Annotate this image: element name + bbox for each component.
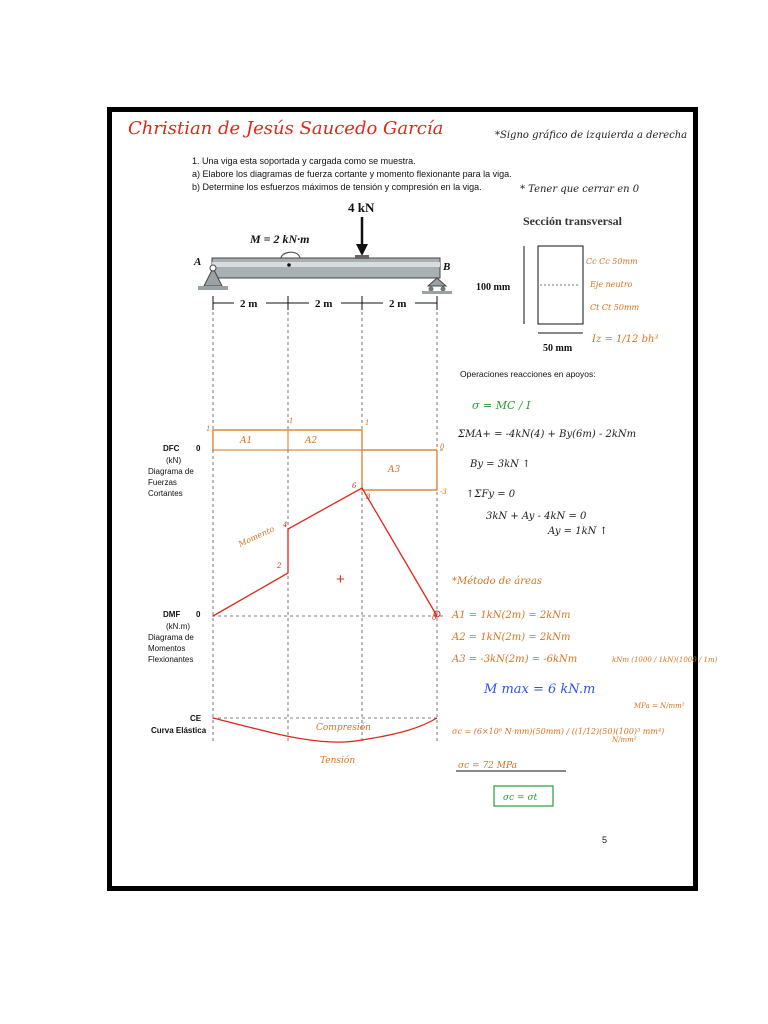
- span-3-label: 2 m: [389, 298, 407, 310]
- mmax: M max = 6 kN.m: [484, 682, 596, 697]
- dmf-note: Momento: [237, 524, 276, 549]
- dfc-desc-1: Diagrama de: [148, 467, 194, 476]
- mpa-note: MPa = N/mm²: [634, 702, 685, 710]
- support-a-pin-icon: [210, 265, 216, 271]
- load-plate: [355, 255, 369, 259]
- dmf-value: 3: [366, 493, 371, 501]
- operations-line: Ay = 1kN ↑: [548, 526, 608, 537]
- support-b-roller-icon: [441, 287, 446, 292]
- dfc-value: -3: [440, 488, 447, 496]
- problem-line-2: a) Elabore los diagramas de fuerza cortante y momento flexionante para la viga.: [192, 169, 512, 179]
- side-note-1: *Signo gráfico de izquierda a derecha: [495, 130, 688, 141]
- operations: [457, 369, 636, 537]
- moment-point: [287, 263, 291, 267]
- stress-formula: σc = (6×10⁶ N·mm)(50mm) / ((1/12)(50)(100)³ mm⁴): [452, 727, 665, 736]
- support-a-label: A: [194, 256, 202, 268]
- section-note-ct: Ct Ct 50mm: [590, 303, 640, 312]
- ce-tension: Tensión: [320, 756, 356, 766]
- dmf-desc-1: Diagrama de: [148, 633, 194, 642]
- dfc-zero: 0: [196, 444, 201, 453]
- span-1-label: 2 m: [240, 298, 258, 310]
- stress-result: σc = 72 MPa: [458, 761, 517, 771]
- areas-line: A2 = 1kN(2m) = 2kNm: [452, 632, 571, 643]
- page-number: 5: [602, 835, 608, 845]
- dfc-desc-2: Fuerzas: [148, 478, 177, 487]
- stress-unit: N/mm²: [612, 736, 637, 744]
- operations-line: σ = MC / I: [472, 399, 531, 412]
- stress-calc: [452, 727, 664, 806]
- section-height-label: 100 mm: [476, 282, 511, 293]
- dmf-zero: 0: [196, 610, 201, 619]
- dfc-area-a2: A2: [305, 436, 318, 446]
- author-name: Christian de Jesús Saucedo García: [128, 118, 444, 139]
- operations-line: ΣMA+ = -4kN(4) + By(6m) - 2kNm: [458, 429, 637, 440]
- shear-diagram: [148, 417, 447, 498]
- dmf-sign: +: [336, 571, 345, 588]
- section-note-cc: Cc Cc 50mm: [586, 257, 638, 266]
- beam-figure: [193, 200, 452, 742]
- side-note-2: * Tener que cerrar en 0: [520, 184, 640, 195]
- support-b-icon: [428, 278, 446, 286]
- cross-section: [476, 214, 658, 354]
- dmf-value: 6: [352, 482, 357, 490]
- conversion: kNm (1000 / 1kN)(1000 / 1m): [612, 656, 718, 664]
- point-load-label: 4 kN: [348, 200, 375, 215]
- dfc-label: DFC: [163, 444, 180, 453]
- dmf-value: 0: [432, 614, 437, 622]
- support-b-ground: [422, 291, 452, 294]
- dfc-value: 0: [440, 443, 445, 451]
- elastic-curve: [151, 714, 440, 766]
- dfc-value: 1: [365, 419, 370, 427]
- ce-desc: Curva Elástica: [151, 726, 207, 735]
- support-b-roller-icon: [429, 287, 434, 292]
- dmf-unit: (kN.m): [166, 622, 190, 631]
- support-b-label: B: [443, 261, 451, 273]
- section-note-axis: Eje neutro: [590, 280, 633, 289]
- operations-line: 3kN + Ay - 4kN = 0: [486, 511, 587, 522]
- dmf-desc-3: Flexionantes: [148, 655, 194, 664]
- areas-line: A1 = 1kN(2m) = 2kNm: [452, 610, 571, 621]
- ce-compression: Compresión: [316, 723, 371, 733]
- moment-label: M = 2 kN·m: [250, 232, 310, 246]
- section-title: Sección transversal: [523, 214, 622, 228]
- dfc-value: 1: [206, 425, 211, 433]
- dmf-value: 4: [283, 521, 288, 529]
- dfc-area-a1: A1: [240, 436, 253, 446]
- dfc-area-a3: A3: [388, 465, 401, 475]
- section-width-label: 50 mm: [543, 343, 573, 354]
- beam-highlight: [212, 262, 440, 267]
- dmf-curve: [213, 488, 437, 616]
- areas-line: A3 = -3kN(2m) = -6kNm: [452, 654, 578, 665]
- problem-line-3: b) Determine los esfuerzos máximos de tensión y compresión en la viga.: [192, 182, 482, 192]
- dfc-desc-3: Cortantes: [148, 489, 183, 498]
- operations-line: By = 3kN ↑: [470, 459, 531, 470]
- span-2-label: 2 m: [315, 298, 333, 310]
- dmf-desc-2: Momentos: [148, 644, 186, 653]
- moment-diagram: [148, 482, 445, 664]
- stress-boxed: σc = σt: [503, 793, 538, 803]
- areas-title: *Método de áreas: [452, 576, 543, 587]
- beam-body: [212, 258, 440, 278]
- area-method: [451, 576, 718, 710]
- ce-label: CE: [190, 714, 202, 723]
- operations-line: ↑ΣFy = 0: [466, 489, 516, 500]
- dmf-value: 2: [277, 562, 282, 570]
- dfc-value: 1: [289, 417, 294, 425]
- support-a-ground: [198, 286, 228, 290]
- dmf-label: DMF: [163, 610, 181, 619]
- dfc-unit: (kN): [166, 456, 182, 465]
- problem-line-1: 1. Una viga esta soportada y cargada como se muestra.: [192, 156, 416, 166]
- operations-title: Operaciones reacciones en apoyos:: [460, 369, 596, 379]
- point-load-arrowhead: [356, 244, 368, 256]
- section-inertia: Iz = 1/12 bh³: [592, 334, 659, 345]
